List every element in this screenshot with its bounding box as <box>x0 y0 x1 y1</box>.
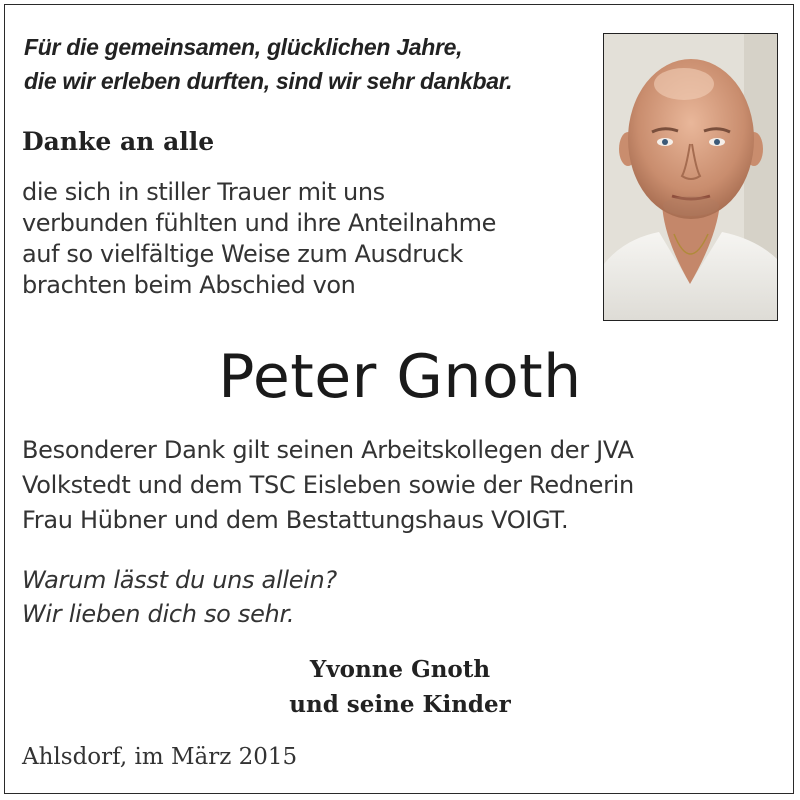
signature <box>0 652 800 722</box>
thanks-line: brachten beim Abschied von <box>22 271 356 299</box>
signature-line: Yvonne Gnoth <box>309 656 491 683</box>
signature-line: und seine Kinder <box>289 691 511 718</box>
closing-question <box>22 563 337 631</box>
thanks-line: verbunden fühlten und ihre Anteilnahme <box>22 209 496 237</box>
question-line: Warum lässt du uns allein? <box>22 566 337 594</box>
special-thanks-line: Frau Hübner und dem Bestattungshaus VOIGT. <box>22 506 569 534</box>
intro-line: Für die gemeinsamen, glücklichen Jahre, <box>24 34 463 60</box>
portrait-illustration <box>604 34 777 320</box>
thanks-body <box>22 177 592 301</box>
special-thanks-line: Besonderer Dank gilt seinen Arbeitskollegen der JVA <box>22 436 634 464</box>
special-thanks <box>22 433 782 538</box>
special-thanks-line: Volkstedt und dem TSC Eisleben sowie der Rednerin <box>22 471 634 499</box>
intro-text <box>24 30 599 98</box>
intro-line: die wir erleben durften, sind wir sehr dankbar. <box>24 68 513 94</box>
question-line: Wir lieben dich so sehr. <box>22 600 295 628</box>
portrait-photo <box>603 33 778 321</box>
thanks-heading: Danke an alle <box>22 127 215 156</box>
deceased-name: Peter Gnoth <box>218 342 582 412</box>
place-date: Ahlsdorf, im März 2015 <box>22 744 298 770</box>
thanks-line: auf so vielfältige Weise zum Ausdruck <box>22 240 463 268</box>
thanks-line: die sich in stiller Trauer mit uns <box>22 178 385 206</box>
